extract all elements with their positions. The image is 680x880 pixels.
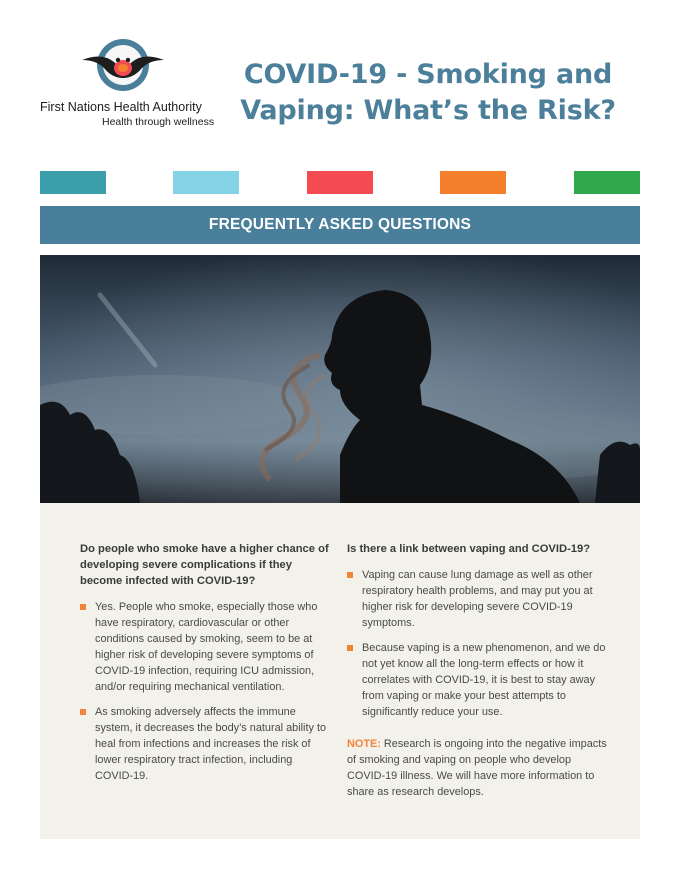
organization-name: First Nations Health Authority — [40, 100, 202, 114]
faq-question: Do people who smoke have a higher chance of developing severe complications if they become infected with COVID-19? — [80, 543, 329, 587]
organization-tagline: Health through wellness — [102, 116, 215, 128]
bullet-square-icon — [347, 572, 353, 578]
faq-answer-text: As smoking adversely affects the immune system, it decreases the body’s natural ability to heal from infections and increases the risk of lower respiratory tract infection, including COVID-19. — [95, 706, 327, 782]
faq-answer-text: Vaping can cause lung damage as well as other respiratory health problems, and may put you at higher risk for developing severe COVID-19 symptoms. — [362, 569, 593, 629]
fnha-logo-icon — [80, 38, 166, 94]
bullet-square-icon — [347, 645, 353, 651]
bullet-square-icon — [80, 709, 86, 715]
color-swatch — [440, 171, 506, 194]
color-swatch — [40, 171, 106, 194]
color-swatch — [574, 171, 640, 194]
faq-question: Is there a link between vaping and COVID-19? — [347, 543, 591, 555]
page-title — [228, 57, 628, 129]
faq-answer-list — [80, 599, 330, 784]
faq-answer-list — [347, 567, 607, 720]
faq-banner: FREQUENTLY ASKED QUESTIONS — [40, 206, 640, 244]
organization-logo — [40, 38, 220, 133]
note-text: Research is ongoing into the negative impacts of smoking and vaping on people who develop COVID-19 illness. We will have more information to share as research develops. — [347, 738, 607, 798]
page-header — [0, 0, 680, 160]
research-note — [347, 736, 607, 800]
faq-answer-text: Because vaping is a new phenomenon, and we do not yet know all the long-term effects or how it correlates with COVID-19, it is best to stay away from vaping or make your best attempts to significantly reduce your use. — [362, 642, 606, 718]
faq-content-panel — [40, 503, 640, 839]
note-label: NOTE: — [347, 738, 381, 750]
color-swatch — [307, 171, 373, 194]
list-item — [347, 640, 607, 720]
faq-column-right — [347, 541, 607, 800]
silhouette-smoke-image — [40, 255, 640, 503]
bullet-square-icon — [80, 604, 86, 610]
list-item — [80, 599, 330, 695]
page-title-line-2: Vaping: What’s the Risk? — [240, 95, 616, 126]
list-item — [347, 567, 607, 631]
page-title-line-1: COVID-19 - Smoking and — [243, 59, 613, 90]
color-swatch — [173, 171, 239, 194]
faq-answer-text: Yes. People who smoke, especially those who have respiratory, cardiovascular or other conditions caused by smoking, seem to be at higher risk of developing severe symptoms of COVID-19 infection, requiring ICU admission, and/or requiring mechanical ventilation. — [95, 601, 318, 693]
faq-column-left — [80, 541, 330, 784]
list-item — [80, 704, 330, 784]
color-swatch-bar — [40, 171, 640, 194]
hero-photo — [40, 255, 640, 503]
